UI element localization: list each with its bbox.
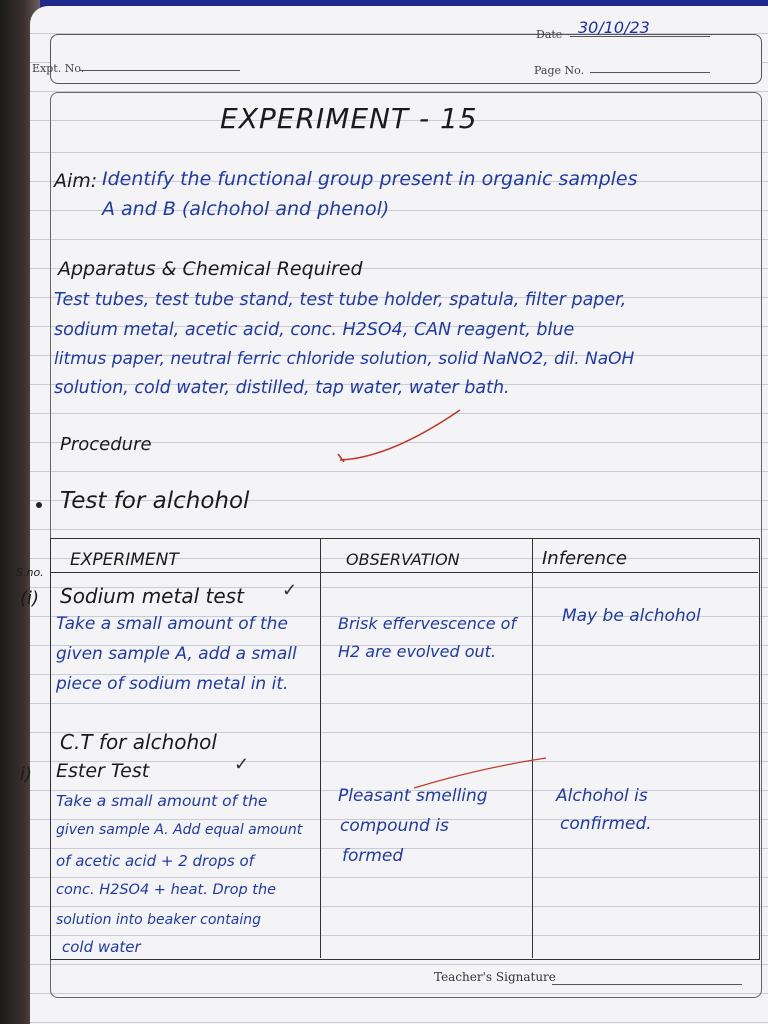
row1-inf-line-1: May be alchohol bbox=[562, 606, 701, 626]
ct-heading: C.T for alchohol bbox=[60, 730, 217, 754]
teacher-signature-line bbox=[552, 984, 742, 985]
procedure-heading: Procedure bbox=[60, 434, 152, 455]
row2-exp-line-6: cold water bbox=[62, 938, 141, 956]
test-heading: Test for alchohol bbox=[60, 488, 250, 514]
apparatus-line-4: solution, cold water, distilled, tap water, water bath. bbox=[54, 378, 510, 398]
teacher-check-mark bbox=[330, 402, 470, 472]
row1-exp-line-3: piece of sodium metal in it. bbox=[56, 674, 289, 694]
bullet-dot bbox=[36, 502, 42, 508]
row2-exp-line-5: solution into beaker containg bbox=[56, 912, 262, 928]
apparatus-line-1: Test tubes, test tube stand, test tube holder, spatula, filter paper, bbox=[54, 290, 627, 310]
row1-exp-line-2: given sample A, add a small bbox=[56, 644, 297, 664]
row2-number: i) bbox=[20, 764, 33, 785]
table-divider-1 bbox=[320, 538, 321, 958]
page-header-box bbox=[50, 34, 762, 84]
aim-text-line-2: A and B (alchohol and phenol) bbox=[102, 198, 390, 220]
aim-text-line-1: Identify the functional group present in organic samples bbox=[102, 168, 638, 190]
row2-exp-line-4: conc. H2SO4 + heat. Drop the bbox=[56, 882, 277, 898]
teacher-underline-mark bbox=[410, 754, 550, 794]
row2-obs-line-3: formed bbox=[342, 846, 404, 866]
col-header-experiment: EXPERIMENT bbox=[70, 550, 179, 570]
apparatus-line-2: sodium metal, acetic acid, conc. H2SO4, CAN reagent, blue bbox=[54, 320, 575, 340]
row1-obs-line-2: H2 are evolved out. bbox=[338, 642, 496, 661]
row2-title: Ester Test bbox=[56, 760, 150, 782]
table-header-divider bbox=[50, 572, 758, 573]
apparatus-heading: Apparatus & Chemical Required bbox=[58, 258, 363, 280]
row1-number: (i) bbox=[20, 588, 40, 609]
col-header-observation: OBSERVATION bbox=[346, 550, 460, 569]
notebook-page bbox=[16, 6, 768, 1024]
date-value: 30/10/23 bbox=[578, 18, 650, 37]
table-divider-2 bbox=[532, 538, 533, 958]
row1-obs-line-1: Brisk effervescence of bbox=[338, 614, 517, 633]
apparatus-line-3: litmus paper, neutral ferric chloride solution, solid NaNO2, dil. NaOH bbox=[54, 349, 635, 369]
row2-obs-line-1: Pleasant smelling bbox=[338, 786, 488, 806]
row2-exp-line-3: of acetic acid + 2 drops of bbox=[56, 852, 254, 870]
date-label: Date bbox=[536, 28, 563, 41]
page-no-label: Page No. bbox=[534, 64, 585, 77]
page-no-line bbox=[590, 72, 710, 73]
row2-exp-line-2: given sample A. Add equal amount bbox=[56, 822, 303, 838]
row1-title: Sodium metal test bbox=[60, 584, 244, 608]
row1-exp-line-1: Take a small amount of the bbox=[56, 614, 288, 634]
row1-check-icon: ✓ bbox=[282, 580, 298, 601]
row2-inf-line-2: confirmed. bbox=[560, 814, 652, 834]
aim-label: Aim: bbox=[54, 170, 98, 192]
col-header-inference: Inference bbox=[542, 548, 627, 569]
row2-inf-line-1: Alchohol is bbox=[556, 786, 648, 806]
teacher-signature-label: Teacher's Signature bbox=[434, 970, 556, 984]
row2-check-icon: ✓ bbox=[234, 754, 250, 775]
row2-obs-line-2: compound is bbox=[340, 816, 449, 836]
row2-exp-line-1: Take a small amount of the bbox=[56, 792, 268, 810]
expt-no-line bbox=[80, 70, 240, 71]
experiment-title: EXPERIMENT - 15 bbox=[220, 102, 478, 135]
sno-header: S.no. bbox=[16, 566, 44, 579]
expt-no-label: Expt. No. bbox=[32, 62, 85, 75]
